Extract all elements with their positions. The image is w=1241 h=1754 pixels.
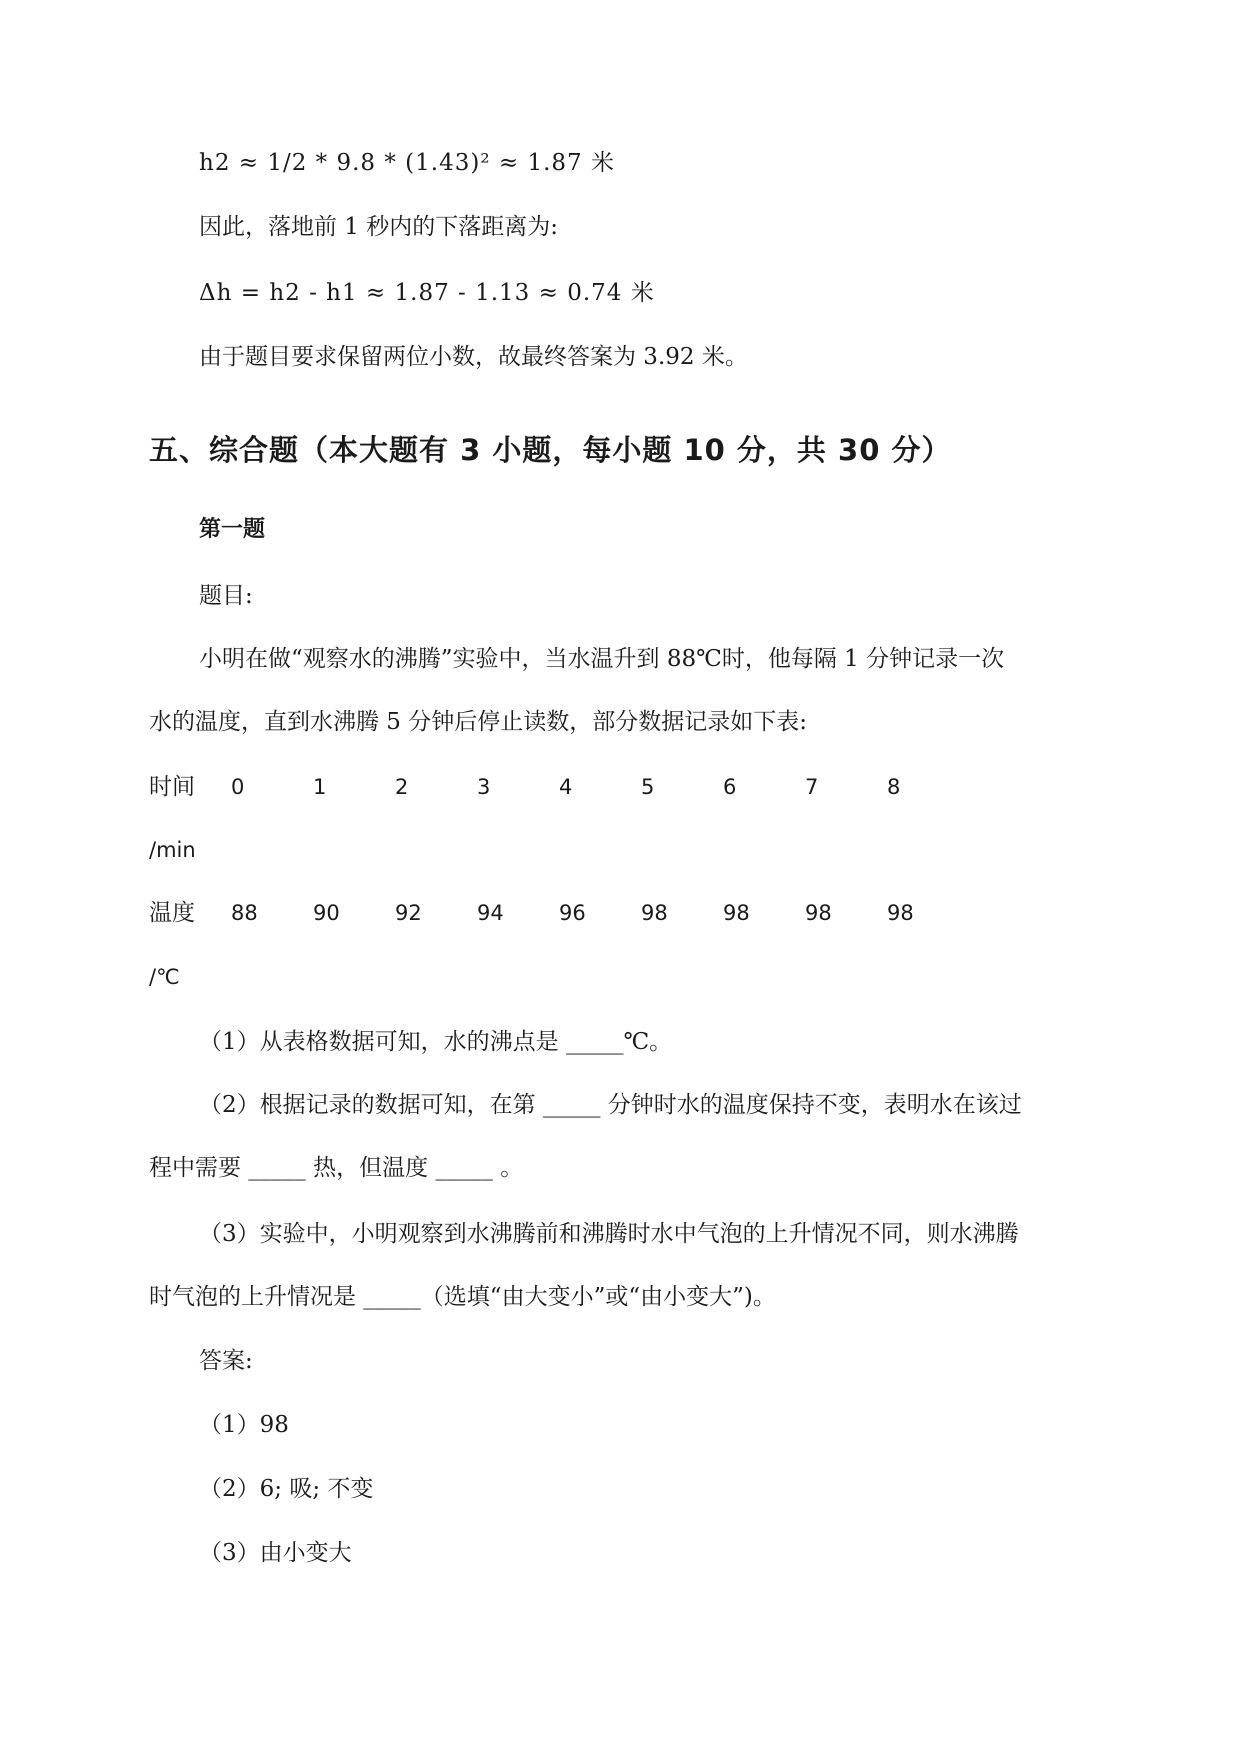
time-cell: 6	[723, 775, 737, 799]
sub-question-2-line-1: （2）根据记录的数据可知，在第 _____ 分钟时水的温度保持不变，表明水在该过	[199, 1092, 1022, 1118]
time-label: 时间	[149, 774, 195, 800]
answer-1: （1）98	[199, 1412, 289, 1438]
temperature-cell: 90	[313, 901, 340, 925]
temperature-label: 温度	[149, 900, 195, 926]
sub-question-3-line-1: （3）实验中，小明观察到水沸腾前和沸腾时水中气泡的上升情况不同，则水沸腾	[199, 1221, 1019, 1247]
therefore-text: 因此，落地前 1 秒内的下落距离为:	[199, 214, 559, 240]
time-cell: 7	[805, 775, 819, 799]
question-title: 第一题	[199, 517, 266, 542]
table-row-temperature	[149, 897, 999, 937]
prompt-label: 题目:	[199, 583, 253, 609]
table-row-time	[149, 771, 999, 811]
time-cell: 3	[477, 775, 491, 799]
time-cell: 5	[641, 775, 655, 799]
sub-question-2-line-2: 程中需要 _____ 热，但温度 _____ 。	[149, 1155, 524, 1181]
temperature-cell: 98	[805, 901, 832, 925]
time-cell: 4	[559, 775, 573, 799]
temperature-cell: 88	[231, 901, 258, 925]
time-cell: 0	[231, 775, 245, 799]
conclusion-text: 由于题目要求保留两位小数，故最终答案为 3.92 米。	[199, 344, 748, 370]
temperature-cell: 92	[395, 901, 422, 925]
time-cell: 1	[313, 775, 327, 799]
answer-3: （3）由小变大	[199, 1540, 352, 1566]
equation-delta-h: Δh = h2 - h1 ≈ 1.87 - 1.13 ≈ 0.74 米	[199, 280, 655, 306]
temperature-cell: 98	[641, 901, 668, 925]
time-cell: 8	[887, 775, 901, 799]
sub-question-1: （1）从表格数据可知，水的沸点是 _____℃。	[199, 1029, 673, 1055]
time-cell: 2	[395, 775, 409, 799]
temperature-cell: 96	[559, 901, 586, 925]
temperature-cell: 94	[477, 901, 504, 925]
temperature-cell: 98	[887, 901, 914, 925]
answer-2: （2）6; 吸; 不变	[199, 1476, 374, 1502]
answer-label: 答案:	[199, 1348, 253, 1374]
equation-h2: h2 ≈ 1/2 * 9.8 * (1.43)² ≈ 1.87 米	[199, 150, 615, 176]
time-unit: /min	[149, 838, 196, 862]
intro-line-2: 水的温度，直到水沸腾 5 分钟后停止读数，部分数据记录如下表:	[149, 709, 808, 735]
temperature-unit: /℃	[149, 965, 180, 989]
section-title: 五、综合题（本大题有 3 小题，每小题 10 分，共 30 分）	[149, 433, 952, 467]
sub-question-3-line-2: 时气泡的上升情况是 _____（选填“由大变小”或“由小变大”)。	[149, 1284, 776, 1310]
intro-line-1: 小明在做“观察水的沸腾”实验中，当水温升到 88℃时，他每隔 1 分钟记录一次	[199, 646, 1005, 672]
temperature-cell: 98	[723, 901, 750, 925]
